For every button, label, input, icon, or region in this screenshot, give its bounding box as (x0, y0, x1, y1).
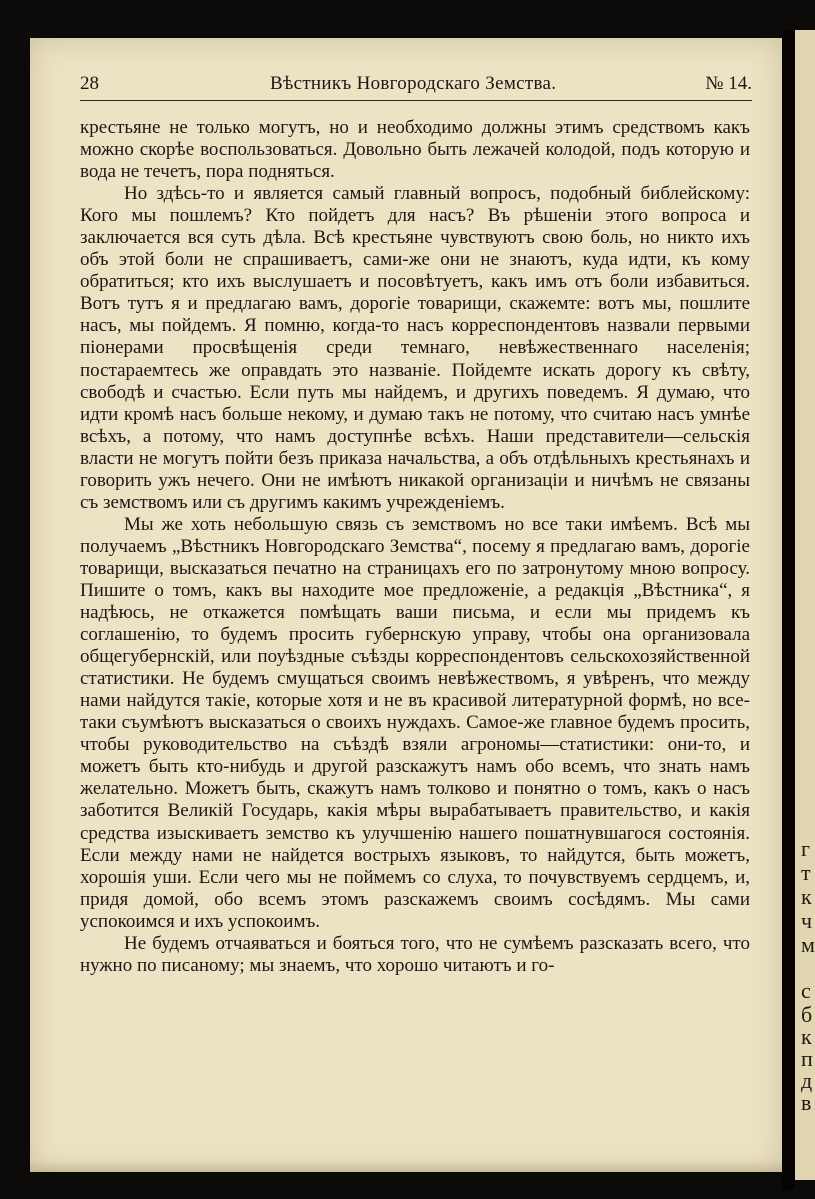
page-number: 28 (80, 73, 99, 94)
header-rule (80, 100, 752, 101)
article-body (80, 117, 750, 977)
adjacent-page-edge (795, 30, 815, 1180)
adjacent-page-letter: с (801, 978, 811, 1003)
journal-title: Вѣстникъ Новгородскаго Земства. (270, 73, 557, 94)
adjacent-page-letter: к (801, 884, 812, 909)
paragraph: Мы же хоть небольшую связь съ земствомъ но все таки имѣемъ. Всѣ мы получаемъ „Вѣстникъ Новгородскаго Земства“, посему я предлагаю вамъ, дорогіе товарищи, высказаться печатно на страницахъ его по затронутому мною вопросу. Пишите о томъ, какъ вы находите мое предложеніе, а редакція „Вѣстника“, я надѣюсь, не откажется помѣщать ваши письма, и если мы придемъ къ соглашенію, то будемъ просить губернскую управу, чтобы она организовала общегубернскій, или поуѣздные съѣзды корреспондентовъ сельскохозяйственной статистики. Не будемъ смущаться своимъ невѣжествомъ, я увѣренъ, что между нами найдутся такіе, которые хотя и не въ красивой литературной формѣ, но все-таки съумѣютъ высказаться о своихъ нуждахъ. Самое-же главное будемъ просить, чтобы руководительство на съѣздѣ взяли агрономы—статистики: они-то, и можетъ быть кто-нибудь и другой разскажутъ намъ обо всемъ, что знать намъ желательно. Можетъ быть, скажутъ намъ толково и понятно о томъ, какъ о насъ заботится Великій Государь, какія мѣры вырабатываетъ правительство, и какія средства изыскиваетъ земство къ улучшенію нашего пошатнувшагося состоянія. Если между нами не найдется вострыхъ языковъ, то найдутся, быть можетъ, хорошія уши. Если чего мы не поймемъ со слуха, то почувствуемъ сердцемъ, и, придя домой, обо всемъ этомъ разскажемъ своимъ сосѣдямъ. Мы сами успокоимся и ихъ успокоимъ. (80, 513, 750, 932)
issue-number: № 14. (705, 73, 752, 94)
adjacent-page-letter: б (801, 1002, 813, 1027)
adjacent-page-letter: г (801, 836, 811, 861)
paragraph: Не будемъ отчаяваться и бояться того, что не сумѣемъ разсказать всего, что нужно по писаному; мы знаемъ, что хорошо читаютъ и го- (80, 932, 750, 976)
running-header (80, 73, 752, 101)
adjacent-page-letter: к (801, 1024, 812, 1049)
paragraph: крестьяне не только могутъ, но и необходимо должны этимъ средствомъ какъ можно скорѣе воспользоваться. Довольно быть лежачей колодой, подъ которую и вода не течетъ, пора подняться. (80, 117, 750, 183)
page-bottom-shadow (30, 1160, 782, 1172)
paragraph: Но здѣсь-то и является самый главный вопросъ, подобный библейскому: Кого мы пошлемъ? Кто пойдетъ для насъ? Въ рѣшеніи этого вопроса и заключается вся суть дѣла. Всѣ крестьяне чувствуютъ свою боль, но никто ихъ объ этой боли не спрашиваетъ, сами-же они не знаютъ, куда идти, къ кому обратиться; кто ихъ выслушаетъ и посовѣтуетъ, какъ имъ отъ боли избавиться. Вотъ тутъ я и предлагаю вамъ, дорогіе товарищи, скажемте: вотъ мы, пошлите насъ, мы пойдемъ. Я помню, когда-то насъ корреспондентовъ назвали первыми піонерами просвѣщенія среди темнаго, невѣжественнаго населенія; постараемтесь же оправдать это названіе. Пойдемте искать дорогу къ свѣту, свободѣ и счастью. Если путь мы найдемъ, и другихъ поведемъ. Я думаю, что идти кромѣ насъ больше некому, и думаю такъ не потому, что считаю насъ умнѣе всѣхъ, а потому, что намъ доступнѣе всѣхъ. Наши представители—сельскія власти не могутъ пойти безъ приказа начальства, а объ отдѣльныхъ крестьянахъ и говорить ужъ нечего. Они не имѣютъ никакой организаціи и ничѣмъ не связаны съ земствомъ или съ другимъ какимъ учрежденіемъ. (80, 183, 750, 513)
book-gutter (782, 30, 795, 1190)
adjacent-page-letter: м (801, 932, 815, 957)
adjacent-page-letter: т (801, 860, 811, 885)
adjacent-page-letter: в (801, 1090, 812, 1115)
adjacent-page-letter: п (801, 1046, 813, 1071)
adjacent-page-letter: ч (801, 908, 813, 933)
adjacent-page-letter: д (801, 1068, 813, 1093)
